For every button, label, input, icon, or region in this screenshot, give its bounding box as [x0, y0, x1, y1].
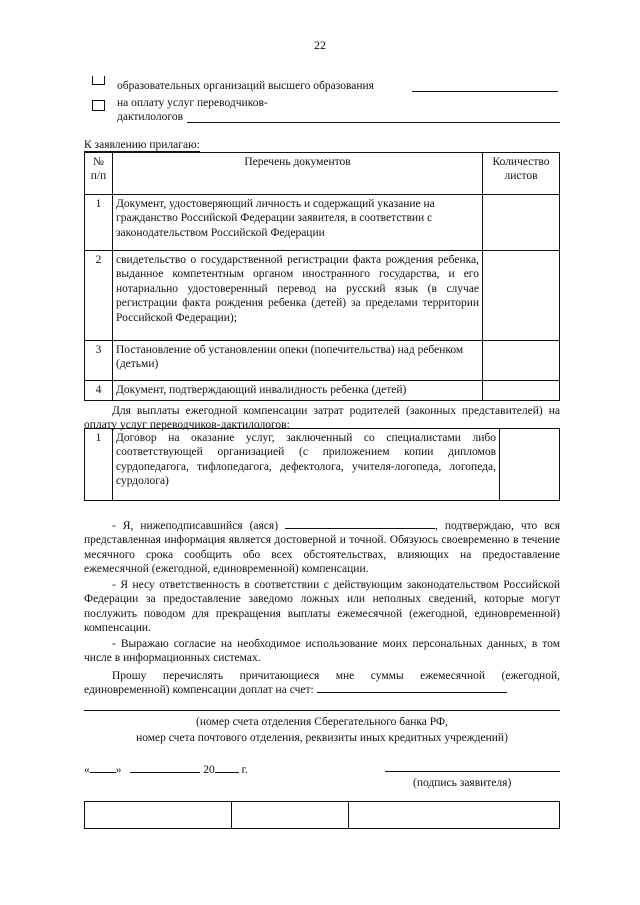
- documents-table: [84, 152, 560, 401]
- footer-cell-3[interactable]: [349, 802, 560, 829]
- footer-table: [84, 801, 560, 829]
- declaration-paragraph-1: [84, 519, 560, 577]
- declaration-p4-text: Прошу перечислять причитающиеся мне суммы ежемесячной (ежегодной, единовременной) компенсации доплат на счет:: [84, 670, 560, 697]
- account-caption-line-2: номер счета почтового отделения, реквизиты иных кредитных учреждений): [136, 732, 508, 744]
- page-number: 22: [314, 38, 326, 52]
- table-row: [85, 195, 560, 251]
- row-sheet-count[interactable]: [483, 195, 560, 251]
- row-sheet-count[interactable]: [483, 251, 560, 341]
- account-field[interactable]: [317, 683, 507, 693]
- signature-line[interactable]: [385, 771, 560, 772]
- row-number: 4: [85, 381, 113, 401]
- date-year-field[interactable]: [215, 763, 239, 773]
- declaration-paragraph-4: [84, 669, 560, 698]
- account-caption-line-1: (номер счета отделения Сберегательного банка РФ,: [196, 716, 448, 728]
- option-higher-education-label: образовательных организаций высшего образования: [117, 80, 374, 92]
- declaration-p1-end: , подтверждаю, что вся представленная информация является достоверной и точной. Обязуюсь своевременно в течение месячного срока сообщить обо всех обстоятельствах, влияющих на предоставление ежемесячной (ежегодной, единовременной) компенсации.: [84, 520, 561, 576]
- row-number: 1: [85, 429, 113, 501]
- option-interpreters-blank[interactable]: [187, 122, 560, 123]
- header-document-list: Перечень документов: [113, 153, 483, 195]
- date-line: [84, 763, 248, 777]
- date-year-suffix: г.: [241, 764, 248, 776]
- signature-caption: (подпись заявителя): [413, 777, 512, 789]
- row-sheet-count[interactable]: [500, 429, 560, 501]
- declaration-paragraph-3: - Выражаю согласие на необходимое использование моих персональных данных, в том числе в информационных системах.: [84, 638, 560, 665]
- declaration-p1-start: - Я, нижеподписавшийся (аяся): [112, 520, 279, 532]
- declaration-paragraph-2: - Я несу ответственность в соответствии с действующим законодательством Российской Федерации за предоставление заведомо ложных или неполных сведений, которые могут послужить поводом для прекращения выплаты ежемесячной (ежегодной, единовременной) компенсации.: [84, 579, 560, 635]
- date-day-field[interactable]: [90, 763, 116, 773]
- footer-cell-2[interactable]: [232, 802, 349, 829]
- row-document: Документ, подтверждающий инвалидность ребенка (детей): [113, 381, 483, 401]
- header-number: № п/п: [85, 153, 113, 195]
- table-row: [85, 341, 560, 381]
- table-row: [85, 381, 560, 401]
- date-year-prefix: 20: [203, 764, 215, 776]
- row-document: Договор на оказание услуг, заключенный со специалистами либо соответствующей организацией (с приложением копии дипломов сурдопедагога, тифлопедагога, дефектолога, учителя-логопеда, логопеда, сурдолога): [113, 429, 500, 501]
- table-header-row: [85, 153, 560, 195]
- header-sheet-count: Количество листов: [483, 153, 560, 195]
- row-document: Постановление об установлении опеки (попечительства) над ребенком (детьми): [113, 341, 483, 381]
- footer-table-row: [85, 802, 560, 829]
- date-month-field[interactable]: [130, 763, 200, 773]
- checkbox-higher-education[interactable]: [92, 76, 105, 85]
- interpreters-documents-table: [84, 428, 560, 501]
- attachments-intro: К заявлению прилагаю:: [84, 139, 200, 151]
- row-number: 2: [85, 251, 113, 341]
- row-number: 3: [85, 341, 113, 381]
- checkbox-interpreters[interactable]: [92, 100, 105, 111]
- row-sheet-count[interactable]: [483, 341, 560, 381]
- date-close-quote: »: [115, 764, 122, 776]
- option-interpreters-label: на оплату услуг переводчиков-: [117, 97, 268, 109]
- table-row: [85, 251, 560, 341]
- account-line[interactable]: [84, 710, 560, 711]
- table-row: [85, 429, 560, 501]
- date-open-quote: «: [84, 764, 90, 776]
- row-sheet-count[interactable]: [483, 381, 560, 401]
- option-interpreters-label-2: дактилологов: [117, 111, 184, 123]
- option-higher-education-blank[interactable]: [412, 91, 558, 92]
- subsection-heading: Для выплаты ежегодной компенсации затрат родителей (законных представителей) на оплату услуг переводчиков-дактилологов:: [84, 405, 560, 432]
- footer-cell-1[interactable]: [85, 802, 232, 829]
- row-document: Документ, удостоверяющий личность и содержащий указание на гражданство Российской Федерации заявителя, в соответствии с законодательством Российской Федерации: [113, 195, 483, 251]
- row-document: свидетельство о государственной регистрации факта рождения ребенка, выданное компетентным органом иностранного государства, и его нотариально удостоверенный перевод на русский язык (в случае регистрации факта рождения ребенка (детей) за пределами территории Российской Федерации);: [113, 251, 483, 341]
- full-name-field[interactable]: [285, 519, 435, 529]
- row-number: 1: [85, 195, 113, 251]
